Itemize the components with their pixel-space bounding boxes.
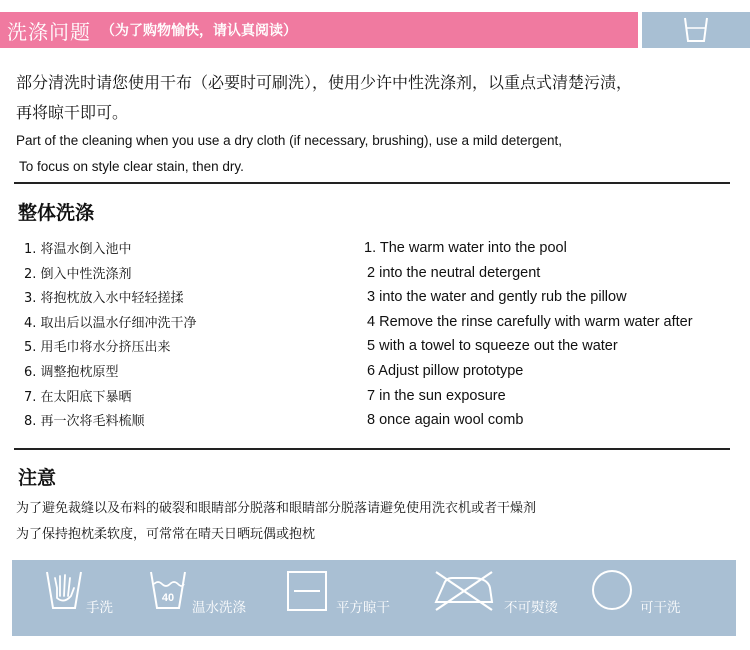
care-label-warm-water: 温水洗涤 [192, 600, 246, 616]
list-item: 6 Adjust pillow prototype [367, 362, 524, 379]
care-label-no-iron: 不可熨烫 [504, 600, 558, 616]
care-symbols-bar [12, 560, 736, 636]
steps-chinese-list [24, 238, 197, 435]
notes-title: 注意 [18, 467, 57, 489]
header-banner [0, 12, 638, 48]
intro-chinese [16, 68, 736, 128]
do-not-iron-icon [432, 568, 496, 612]
list-item: 3. 将抱枕放入水中轻轻搓揉 [24, 291, 184, 307]
list-item: 8 once again wool comb [367, 412, 524, 429]
overall-title: 整体洗涤 [18, 202, 95, 224]
list-item: 5. 用毛巾将水分挤压出来 [24, 340, 171, 356]
list-item: 2. 倒入中性洗涤剂 [24, 266, 132, 282]
header-subtitle: （为了购物愉快，请认真阅读） [101, 23, 297, 39]
intro-english [16, 128, 736, 180]
divider [14, 448, 730, 450]
list-item: 1. The warm water into the pool [364, 240, 567, 256]
list-item: 6. 调整抱枕原型 [24, 364, 119, 380]
list-item: 1. 将温水倒入池中 [24, 242, 132, 257]
list-item: 3 into the water and gently rub the pillow [367, 289, 627, 306]
care-label-flat-dry: 平方晾干 [336, 600, 390, 616]
list-item: 7 in the sun exposure [367, 387, 506, 404]
notes-line2: 为了保持抱枕柔软度，可常常在晴天日晒玩偶或抱枕 [16, 527, 316, 542]
section-header [0, 12, 750, 48]
warm-water-wash-icon [148, 568, 188, 612]
intro-cn-line2: 再将晾干即可。 [16, 103, 129, 122]
list-item: 4. 取出后以温水仔细冲洗干净 [24, 315, 197, 331]
list-item: 5 with a towel to squeeze out the water [367, 338, 618, 355]
temperature-label: 40 [161, 592, 175, 604]
wash-basin-icon [681, 16, 711, 44]
list-item: 7. 在太阳底下暴晒 [24, 389, 132, 405]
hand-wash-icon [44, 568, 84, 612]
flat-dry-icon [286, 570, 328, 612]
intro-cn-line1: 部分清洗时请您使用干布（必要时可刷洗），使用少许中性洗涤剂，以重点式清楚污渍， [16, 73, 633, 92]
list-item: 2 into the neutral detergent [367, 264, 541, 281]
divider [14, 182, 730, 184]
list-item: 8. 再一次将毛料梳顺 [24, 414, 145, 430]
header-icon-box [642, 12, 750, 48]
steps-english-list [364, 236, 693, 433]
notes-line1: 为了避免裁缝以及布料的破裂和眼睛部分脱落和眼睛部分脱落请避免使用洗衣机或者干燥剂 [16, 501, 537, 516]
intro-en-line2: To focus on style clear stain, then dry. [19, 159, 244, 174]
header-title: 洗涤问题 [7, 19, 91, 44]
list-item: 4 Remove the rinse carefully with warm water after [367, 313, 693, 330]
care-label-hand-wash: 手洗 [86, 600, 113, 616]
dry-clean-icon [590, 568, 634, 612]
notes-body [16, 496, 536, 548]
intro-en-line1: Part of the cleaning when you use a dry cloth (if necessary, brushing), use a mild detergent, [16, 133, 563, 148]
care-label-dry-clean: 可干洗 [640, 600, 681, 616]
